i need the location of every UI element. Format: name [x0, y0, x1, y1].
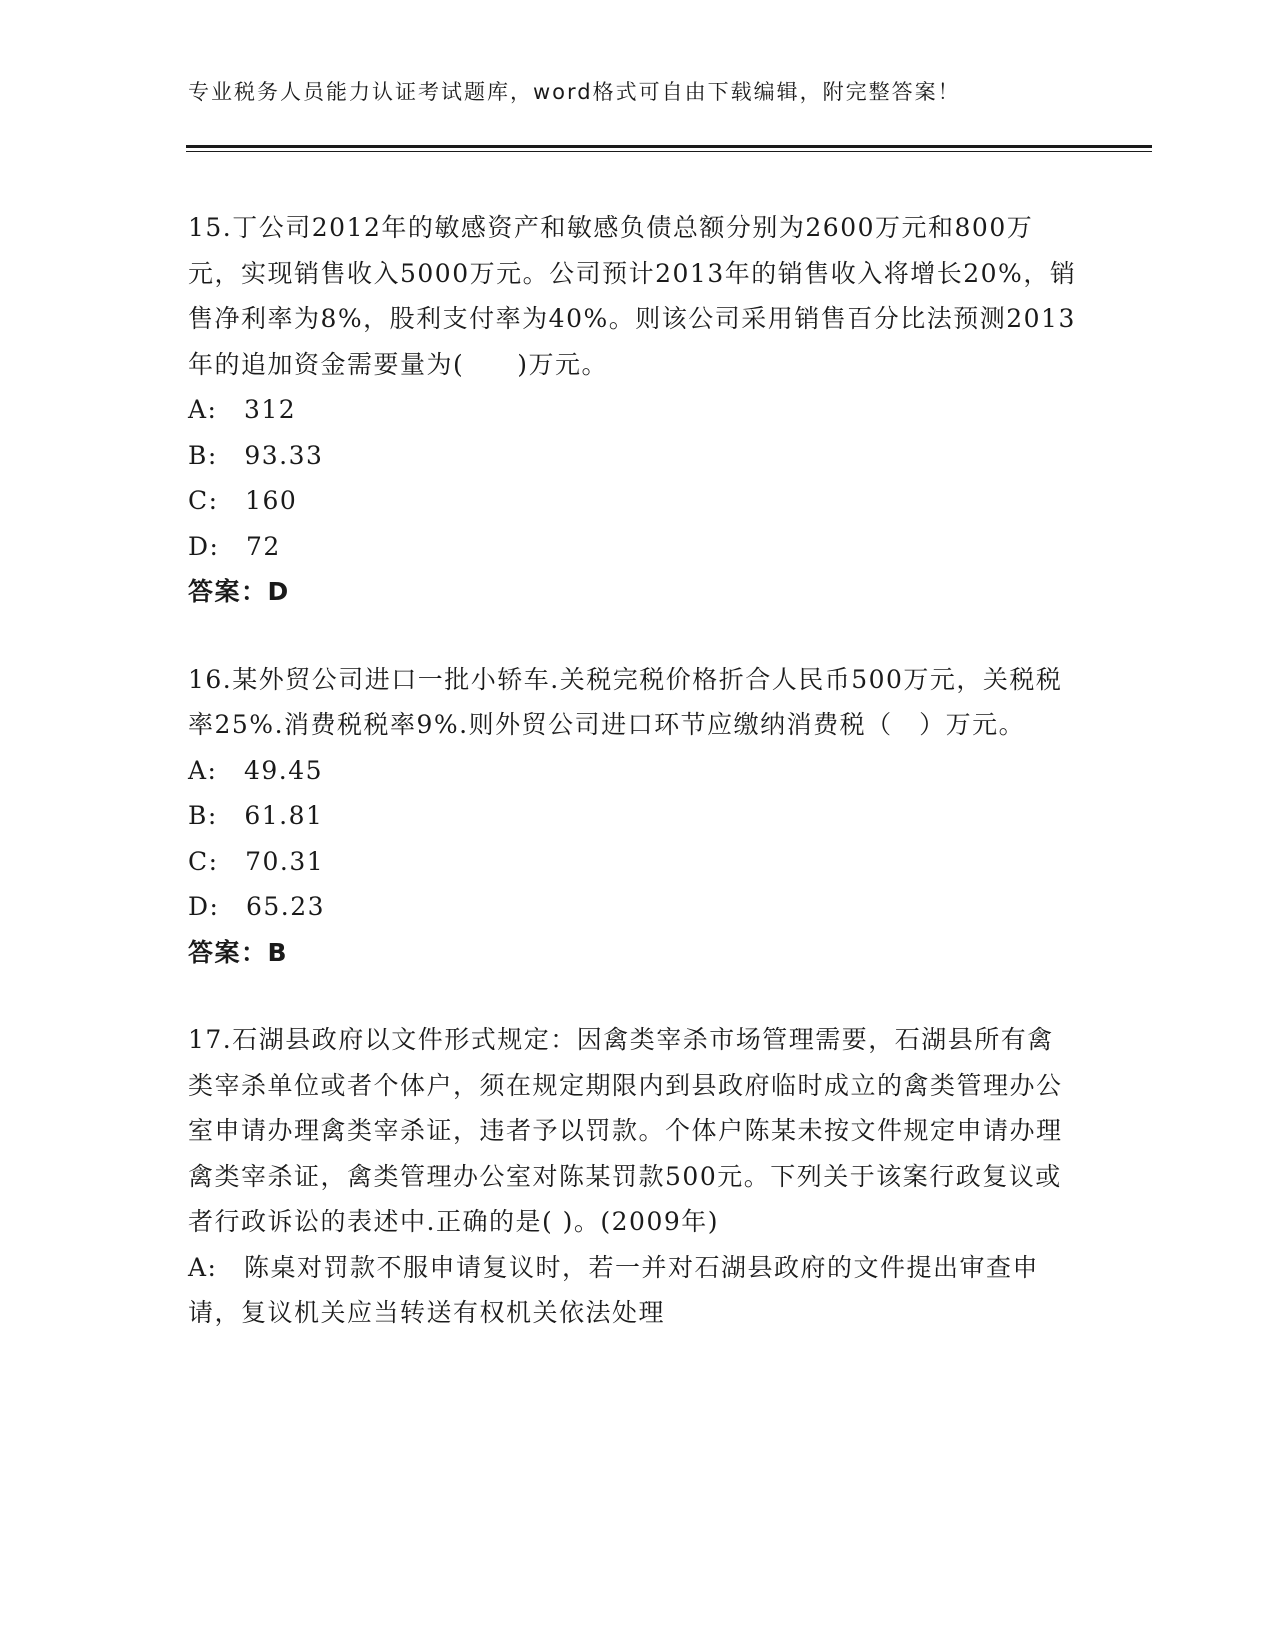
option-b: B: 93.33	[188, 440, 324, 470]
question-text: 17.石湖县政府以文件形式规定：因禽类宰杀市场管理需要，石湖县所有禽类宰杀单位或者个体户，须在规定期限内到县政府临时成立的禽类管理办公室申请办理禽类宰杀证，违者予以罚款。个体户陈某未按文件规定申请办理禽类宰杀证，禽类管理办公室对陈某罚款500元。下列关于该案行政复议或者行政诉讼的表述中.正确的是( )。(2009年)	[188, 1025, 1063, 1236]
option-a: A: 312	[188, 395, 297, 424]
option-c: C: 160	[188, 486, 298, 515]
option-b: B: 61.81	[188, 801, 324, 830]
question-list	[188, 205, 1088, 1378]
question-17	[188, 1017, 1088, 1336]
option-d: D: 72	[188, 531, 281, 561]
answer-label: 答案：D	[188, 577, 290, 606]
question-16	[188, 657, 1088, 976]
answer-label: 答案：B	[188, 937, 289, 967]
option-d: D: 65.23	[188, 892, 326, 921]
option-a: A: 陈桌对罚款不服申请复议时，若一并对石湖县政府的文件提出审查申请，复议机关应当转送有权机关依法处理	[188, 1252, 1040, 1327]
question-15	[188, 205, 1088, 615]
option-a: A: 49.45	[188, 755, 324, 785]
question-text: 15.丁公司2012年的敏感资产和敏感负债总额分别为2600万元和800万元，实现销售收入5000万元。公司预计2013年的销售收入将增长20%，销售净利率为8%，股利支付率为40%。则该公司采用销售百分比法预测2013年的追加资金需要量为( )万元。	[188, 213, 1077, 379]
page-header-text: 专业税务人员能力认证考试题库，word格式可自由下载编辑，附完整答案！	[188, 80, 961, 104]
header-divider	[186, 145, 1152, 148]
option-c: C: 70.31	[188, 846, 325, 876]
question-text: 16.某外贸公司进口一批小轿车.关税完税价格折合人民币500万元，关税税率25%.消费税税率9%.则外贸公司进口环节应缴纳消费税（ ）万元。	[188, 664, 1063, 739]
